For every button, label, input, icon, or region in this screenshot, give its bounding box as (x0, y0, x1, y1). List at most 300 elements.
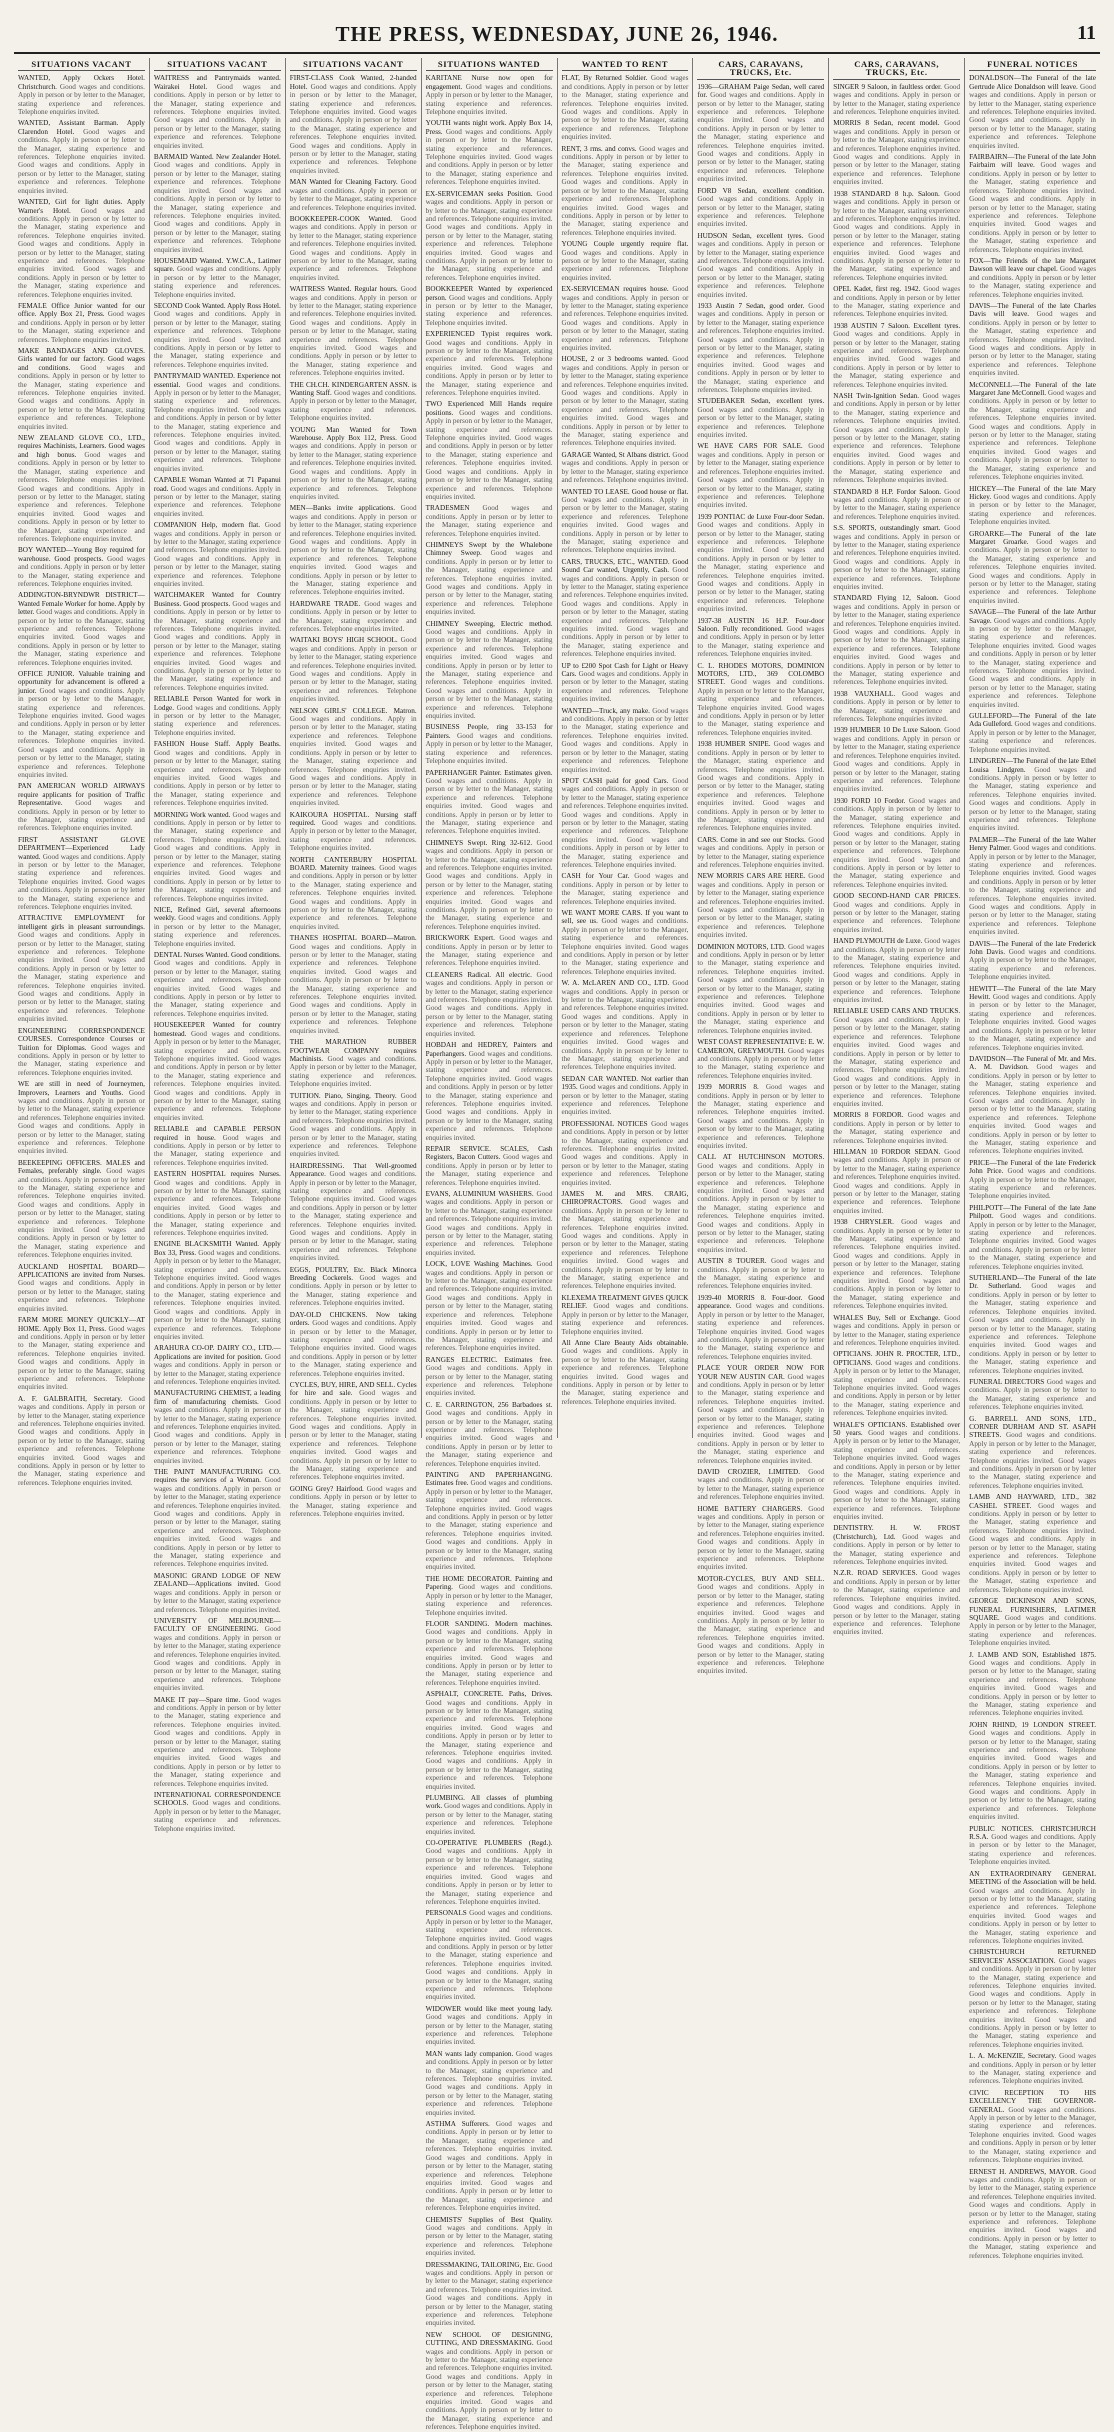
column-heading: SITUATIONS WANTED (426, 60, 553, 71)
ad-text: L. A. McKENZIE, Secretary. (969, 2052, 1057, 2061)
ad-text: HOBDAH and HEDREY, Painters and Paperhangers. (425, 1041, 553, 1058)
classified-ad (154, 1389, 281, 1465)
ad-body-filler: Good wages and conditions. Apply in person or by letter to the Manager, stating experience and references. Telephone enquiries invited. Good wages and conditions. Apply in person or by letter to the Manager, stating experience and references. Telephone enquiries invited. (833, 119, 961, 187)
ad-text: DAY-OLD CHICKENS. Now taking orders. (289, 1310, 417, 1328)
ad-body-filler: Good wages and conditions. Apply in person or by letter to the Manager, stating experience and references. Telephone enquiries invited. Good wages and conditions. Apply in person or by letter to the Manager, stating experience and references. Telephone enquiries invited. Good wages and conditions. Apply in person or by letter to the Manager, stating experience and references. Telephone enquiries invited. (697, 1583, 825, 1676)
ad-text: RELIABLE USED CARS AND TRUCKS. (833, 1007, 961, 1016)
ad-text: NEW ZEALAND GLOVE CO., LTD., requires Machinists, Learners. Good wages and high bonus. (18, 434, 145, 459)
ad-text: MOTOR-CYCLES, BUY AND SELL. (697, 1574, 825, 1583)
column-heading: SITUATIONS VACANT (18, 60, 145, 71)
classified-ad (562, 872, 689, 906)
classified-ad (290, 707, 417, 808)
classified-ad (426, 2331, 553, 2432)
ad-body-filler: Good wages and conditions. Apply in person or by letter to the Manager, stating experience and references. Telephone enquiries invited. Good wages and conditions. Apply in person or by letter to the Manager, stating experience and references. Telephone enquiries invited. (969, 1886, 1096, 1945)
column-2 (150, 58, 286, 1833)
ad-body-filler: Good wages and conditions. Apply in person or by letter to the Manager, stating experience and references. Telephone enquiries invited. Good wages and conditions. Apply in person or by letter to the Manager, stating experience and references. Telephone enquiries invited. (561, 74, 689, 142)
ad-text: ARAHURA CO-OP. DAIRY CO., LTD.—Applications are invited for position. (153, 1344, 281, 1361)
ad-body-filler: Good wages and conditions. Apply in person or by letter to the Manager, stating experience and references. Telephone enquiries invited. Good wages and conditions. Apply in person or by letter to the Manager, stating experience and references. Telephone enquiries invited. (969, 82, 1096, 150)
classified-ad (969, 2052, 1096, 2086)
classified-ad (697, 872, 824, 939)
ad-body-filler: Good wages and conditions. Apply in person or by letter to the Manager, stating experience and references. Telephone enquiries invited. Good wages and conditions. Apply in person or by letter to the Manager, stating experience and references. Telephone enquiries invited. (153, 82, 281, 150)
classified-ad (154, 1344, 281, 1386)
ad-text: AUCKLAND HOSPITAL BOARD—APPLICATIONS are invited from Nurses. (18, 1262, 145, 1280)
classified-ad (426, 190, 553, 282)
ad-text: GOING Grey? Hairfood. (289, 1484, 364, 1493)
ad-text: UNIVERSITY OF MELBOURNE—FACULTY OF ENGINEERING. (153, 1616, 281, 1634)
ad-text: BEEKEEPING OFFICERS. MALES and Females, preferably single. (18, 1158, 145, 1176)
ad-body-filler: Good wages and conditions. Apply in person or by letter to the Manager, stating experience and references. Telephone enquiries invited. Good wages and conditions. Apply in person or by letter to the Manager, stating experience and references. Telephone enquiries invited. Good wages and conditions. Apply in person or by letter to the Manager, stating experience and references. Telephone enquiries invited. (969, 389, 1097, 482)
classified-ad (426, 1690, 553, 1791)
ad-body-filler: Good wages and conditions. Apply in person or by letter to the Manager, stating experience and references. Telephone enquiries invited. Good wages and conditions. Apply in person or by letter to the Manager, stating experience and references. Telephone enquiries invited. Good wages and conditions. Apply in person or by letter to the Manager, stating experience and references. Telephone enquiries invited. (425, 1909, 553, 2002)
classified-ad (426, 971, 553, 1038)
ad-text: REPAIR SERVICE. SCALES, Cash Registers, Bacon Cutters. (425, 1144, 553, 1162)
ad-text: COMPANION Help, modern flat. (153, 521, 261, 530)
ad-body-filler: Good wages and conditions. Apply in person or by letter to the Manager, stating experience and references. Telephone enquiries invited. (153, 1580, 281, 1614)
ad-text: CHEMISTS' Supplies of Best Quality. (425, 2215, 553, 2224)
ad-body-filler: Good wages and conditions. Apply in person or by letter to the Manager, stating experience and references. Telephone enquiries invited. (289, 178, 417, 212)
ad-body-filler: Good wages and conditions. Apply in person or by letter to the Manager, stating experience and references. Telephone enquiries invited. Good wages and conditions. Apply in person or by letter to the Manager, stating experience and references. Telephone enquiries invited. (289, 214, 417, 282)
ad-text: NORTH CANTERBURY HOSPITAL BOARD. Maternity trainees. (289, 855, 417, 872)
ad-body-filler: Good wages and conditions. Apply in person or by letter to the Manager, stating experience and references. Telephone enquiries invited. (969, 1167, 1096, 1201)
ad-text: ENGINE BLACKSMITH Wanted. Apply Box 33, Press. (153, 1240, 281, 1257)
classified-ad (154, 1125, 281, 1167)
classified-ad (969, 940, 1096, 982)
ad-text: TWO Experienced Mill Hands require positions. (425, 400, 553, 417)
classified-ad (833, 1350, 960, 1417)
ad-body-filler: Good wages and conditions. Apply in person or by letter to the Manager, stating experience and references. Telephone enquiries invited. Good wages and conditions. Apply in person or by letter to the Manager, stating experience and references. Telephone enquiries invited. (153, 1625, 281, 1693)
column-7 (829, 58, 965, 1637)
classified-ad (290, 1162, 417, 1263)
ad-text: PROFESSIONAL NOTICES (561, 1119, 648, 1128)
ad-body-filler: Good wages and conditions. Apply in person or by letter to the Manager, stating experience and references. Telephone enquiries invited. Good wages and conditions. Apply in person or by letter to the Manager, stating experience and references. Telephone enquiries invited. (833, 1147, 961, 1215)
classified-ad (426, 2216, 553, 2258)
classified-ad (833, 119, 960, 186)
ad-text: CARS, TRUCKS, ETC., WANTED. Good Sound Car wanted, Urgently, Cash. (561, 557, 689, 575)
classified-ad (833, 690, 960, 724)
ad-text: BUSINESS People, ring 33-153 for Painters. (425, 723, 553, 740)
classified-ad (18, 782, 145, 832)
column-3 (286, 58, 422, 1519)
ad-body-filler: Good wages and conditions. Apply in person or by letter to the Manager, stating experience and references. Telephone enquiries invited. (153, 914, 281, 948)
ad-body-filler: Good wages and conditions. Apply in person or by letter to the Manager, stating experience and references. Telephone enquiries invited. Good wages and conditions. Apply in person or by letter to the Manager, stating experience and references. Telephone enquiries invited. (289, 636, 417, 704)
classified-ad (562, 355, 689, 447)
ad-text: BARMAID Wanted. New Zealander Hotel. (153, 153, 281, 162)
ad-text: CYCLES, BUY, HIRE, AND SELL. Cycles for hire and sale. (289, 1380, 417, 1398)
classified-ad (290, 426, 417, 502)
ad-text: THE CH.CH. KINDERGARTEN ASSN. is Wanting Staff. (289, 380, 417, 398)
classified-ad (426, 330, 553, 397)
column-4 (422, 58, 558, 2432)
masthead-title: THE PRESS, WEDNESDAY, JUNE 26, 1946. (335, 22, 779, 46)
classified-ad (426, 400, 553, 501)
ad-body-filler: Good wages and conditions. Apply in person or by letter to the Manager, stating experience and references. Telephone enquiries invited. Good wages and conditions. Apply in person or by letter to the Manager, stating experience and references. Telephone enquiries invited. Good wages and conditions. Apply in person or by letter to the Manager, stating experience and references. Telephone enquiries invited. (425, 2339, 553, 2432)
ad-text: WE are still in need of Journeymen, Improvers, Learners and Youths. (18, 1080, 145, 1097)
classified-ad (290, 856, 417, 932)
ad-text: 1938 CHRYSLER. (833, 1218, 894, 1227)
column-heading: WANTED TO RENT (562, 60, 689, 71)
classified-ad (833, 892, 960, 934)
ad-text: OFFICE JUNIOR. Valuable training and opportunity for advancement is offered a junior. (18, 670, 145, 695)
ad-body-filler: Good wages and conditions. Apply in person or by letter to the Manager, stating experience and references. Telephone enquiries invited. Good wages and conditions. Apply in person or by letter to the Manager, stating experience and references. Telephone enquiries invited. Good wages and conditions. Apply in person or by letter to the Manager, stating experience and references. Telephone enquiries invited. (425, 408, 553, 501)
ad-text: STANDARD 8 H.P. Fordor Saloon. (833, 487, 942, 496)
classified-ad (18, 836, 145, 912)
classified-ad (562, 488, 689, 555)
ad-text: 1938 AUSTIN 7 Saloon. Excellent tyres. (833, 321, 961, 330)
ad-body-filler: Good wages and conditions. Apply in person or by letter to the Manager, stating experience and references. Telephone enquiries invited. Good wages and conditions. Apply in person or by letter to the Manager, stating experience and references. Telephone enquiries invited. Good wages and conditions. Apply in person or by letter to the Manager, stating experience and references. Telephone enquiries invited. (289, 1389, 417, 1482)
classified-ad (290, 1381, 417, 1482)
classified-ad (18, 1263, 145, 1313)
classified-ad (969, 712, 1096, 754)
ad-text: STUDEBAKER Sedan, excellent tyres. (697, 397, 825, 406)
classified-ad (969, 608, 1096, 709)
ad-body-filler: Good wages and conditions. Apply in person or by letter to the Manager, stating experience and references. Telephone enquiries invited. Good wages and conditions. Apply in person or by letter to the Manager, stating experience and references. Telephone enquiries invited. (153, 1397, 281, 1465)
ad-body-filler: Good wages and conditions. Apply in person or by letter to the Manager, stating experience and references. Telephone enquiries invited. Good wages and conditions. Apply in person or by letter to the Manager, stating experience and references. Telephone enquiries invited. Good wages and conditions. Apply in person or by letter to the Manager, stating experience and references. Telephone enquiries invited. (833, 594, 961, 687)
classified-ad (833, 797, 960, 889)
classified-ad (426, 1145, 553, 1187)
classified-ad (697, 397, 824, 439)
ad-text: PHILPOTT—The Funeral of the late Jane Philpott. (969, 1203, 1096, 1221)
classified-ad (833, 1111, 960, 1145)
ad-text: C. L. RHODES MOTORS, DOMINION MOTORS, LTD., 369 COLOMBO STREET. (697, 661, 825, 687)
classified-ad (18, 1316, 145, 1392)
ad-body-filler: Good wages and conditions. Apply in person or by letter to the Manager, stating experience and references. Telephone enquiries invited. Good wages and conditions. Apply in person or by letter to the Manager, stating experience and references. Telephone enquiries invited. Good wages and conditions. Apply in person or by letter to the Manager, stating experience and references. Telephone enquiries invited. (425, 1049, 553, 1142)
ad-body-filler: Good wages and conditions. Apply in person or by letter to the Manager, stating experience and references. Telephone enquiries invited. Good wages and conditions. Apply in person or by letter to the Manager, stating experience and references. Telephone enquiries invited. (425, 776, 553, 836)
classified-ad (154, 695, 281, 737)
classified-ad (833, 190, 960, 282)
classified-ad (969, 485, 1096, 527)
ad-text: WIDOWER would like meet young lady. (425, 2004, 553, 2013)
ad-body-filler: Good wages and conditions. Apply in person or by letter to the Manager, stating experience and references. Telephone enquiries invited. Good wages and conditions. Apply in person or by letter to the Manager, stating experience and references. Telephone enquiries invited. Good wages and conditions. Apply in person or by letter to the Manager, stating experience and references. Telephone enquiries invited. (289, 1170, 417, 1263)
classified-ad (290, 1485, 417, 1519)
ad-body-filler: Good wages and conditions. Apply in person or by letter to the Manager, stating experience and references. Telephone enquiries invited. Good wages and conditions. Apply in person or by letter to the Manager, stating experience and references. Telephone enquiries invited. Good wages and conditions. Apply in person or by letter to the Manager, stating experience and references. Telephone enquiries invited. (18, 1394, 145, 1487)
classified-ad (290, 600, 417, 634)
classified-ad (18, 670, 145, 779)
classified-ad (969, 1493, 1096, 1594)
ad-text: EGGS, POULTRY, Etc. Black Minorca Breeding Cockerels. (289, 1265, 417, 1283)
classified-ad (562, 1190, 689, 1291)
ad-body-filler: Good wages and conditions. Apply in person or by letter to the Manager, stating experience and references. Telephone enquiries invited. Good wages and conditions. Apply in person or by letter to the Manager, stating experience and references. Telephone enquiries invited. (833, 330, 961, 389)
ad-body-filler: Good wages and conditions. Apply in person or by letter to the Manager, stating experience and references. Telephone enquiries invited. (425, 1153, 553, 1187)
ad-body-filler: Good wages and conditions. Apply in person or by letter to the Manager, stating experience and references. Telephone enquiries invited. Good wages and conditions. Apply in person or by letter to the Manager, stating experience and references. Telephone enquiries invited. Good wages and conditions. Apply in person or by letter to the Manager, stating experience and references. Telephone enquiries invited. (153, 1248, 281, 1341)
classified-ad (154, 811, 281, 903)
ad-text: WAITRESS and Pantrymaids wanted. Wairakei Hotel. (153, 74, 281, 91)
ad-body-filler: Good wages and conditions. Apply in person or by letter to the Manager, stating experience and references. Telephone enquiries invited. (425, 1583, 553, 1617)
classified-ad (562, 558, 689, 659)
classified-ad (969, 1274, 1096, 1375)
ad-body-filler: Good wages and conditions. Apply in person or by letter to the Manager, stating experience and references. Telephone enquiries invited. Good wages and conditions. Apply in person or by letter to the Manager, stating experience and references. Telephone enquiries invited. (153, 521, 281, 588)
ad-text: WHALE'S OPTICIANS. Established over 50 years. (833, 1420, 961, 1437)
column-heading: CARS, CARAVANS, TRUCKS, Etc. (697, 60, 824, 80)
ad-text: HICKEY—The Funeral of the late Mary Hickey. (969, 484, 1096, 501)
ad-body-filler: Good wages and conditions. Apply in person or by letter to the Manager, stating experience and references. Telephone enquiries invited. Good wages and conditions. Apply in person or by letter to the Manager, stating experience and references. Telephone enquiries invited. (18, 608, 145, 667)
ad-body-filler: Good wages and conditions. Apply in person or by letter to the Manager, stating experience and references. Telephone enquiries invited. Good wages and conditions. Apply in person or by letter to the Manager, stating experience and references. Telephone enquiries invited. Good wages and conditions. Apply in person or by letter to the Manager, stating experience and references. Telephone enquiries invited. (153, 599, 281, 692)
classified-ad (969, 2168, 1096, 2260)
ad-body-filler: Good wages and conditions. Apply in person or by letter to the Manager, stating experience and references. Telephone enquiries invited. Good wages and conditions. Apply in person or by letter to the Manager, stating experience and references. Telephone enquiries invited. Good wages and conditions. Apply in person or by letter to the Manager, stating experience and references. Telephone enquiries invited. (833, 1218, 961, 1311)
ad-body-filler: Good wages and conditions. Apply in person or by letter to the Manager, stating experience and references. Telephone enquiries invited. (425, 2013, 553, 2047)
classified-ad (290, 1038, 417, 1088)
classified-ad (833, 524, 960, 591)
ad-body-filler: Good wages and conditions. Apply in person or by letter to the Manager, stating experience and references. Telephone enquiries invited. Good wages and conditions. Apply in person or by letter to the Manager, stating experience and references. Telephone enquiries invited. Good wages and conditions. Apply in person or by letter to the Manager, stating experience and references. Telephone enquiries invited. (153, 1476, 281, 1569)
classified-ad (18, 347, 145, 431)
ad-body-filler: Good wages and conditions. Apply in person or by letter to the Manager, stating experience and references. Telephone enquiries invited. (969, 1377, 1096, 1412)
ad-body-filler: Good wages and conditions. Apply in person or by letter to the Manager, stating experience and references. Telephone enquiries invited. Good wages and conditions. Apply in person or by letter to the Manager, stating experience and references. Telephone enquiries invited. (18, 363, 145, 431)
ad-text: GROARKE—The Funeral of the late Margaret Groarke. (969, 529, 1096, 546)
ad-text: FEMALE Office Junior wanted for our office. Apply Box 21, Press. (18, 301, 145, 319)
ad-text: OPTICIANS. JOHN R. PROCTER, LTD., OPTICIANS. (833, 1350, 961, 1367)
ad-body-filler: Good wages and conditions. Apply in person or by letter to the Manager, stating experience and references. Telephone enquiries invited. (18, 1043, 145, 1077)
ad-text: PUBLIC NOTICES. CHRISTCHURCH R.S.A. (969, 1824, 1096, 1842)
classified-ad (562, 777, 689, 869)
ad-text: PAPERHANGER Painter. Estimates given. (425, 768, 553, 777)
column-heading: FUNERAL NOTICES (969, 60, 1096, 71)
classified-ad (290, 178, 417, 212)
ad-body-filler: Good wages and conditions. Apply in person or by letter to the Manager, stating experience and references. Telephone enquiries invited. Good wages and conditions. Apply in person or by letter to the Manager, stating experience and references. Telephone enquiries invited. (561, 495, 689, 555)
ad-body-filler: Good wages and conditions. Apply in person or by letter to the Manager, stating experience and references. Telephone enquiries invited. Good wages and conditions. Apply in person or by letter to the Manager, stating experience and references. Telephone enquiries invited. (153, 959, 281, 1018)
ad-text: BOOKKEEPER-COOK Wanted. (289, 214, 393, 223)
ad-text: WAITRESS Wanted. Regular hours. (289, 285, 398, 294)
ad-text: PALMER—The Funeral of the late Walter Henry Palmer. (969, 835, 1096, 853)
classified-ad (290, 934, 417, 1035)
classified-ad (154, 153, 281, 254)
classified-ad (290, 1092, 417, 1159)
ad-body-filler: Good wages and conditions. Apply in person or by letter to the Manager, stating experience and references. Telephone enquiries invited. Good wages and conditions. Apply in person or by letter to the Manager, stating experience and references. Telephone enquiries invited. (833, 937, 961, 1005)
ad-body-filler: Good wages and conditions. Apply in person or by letter to the Manager, stating experience and references. Telephone enquiries invited. Good wages and conditions. Apply in person or by letter to the Manager, stating experience and references. Telephone enquiries invited. Good wages and conditions. Apply in person or by letter to the Manager, stating experience and references. Telephone enquiries invited. (561, 776, 689, 869)
classified-ad (154, 1170, 281, 1237)
classified-ad (697, 1505, 824, 1572)
ad-body-filler: Good wages and conditions. Apply in person or by letter to the Manager, stating experience and references. Telephone enquiries invited. Good wages and conditions. Apply in person or by letter to the Manager, stating experience and references. Telephone enquiries invited. Good wages and conditions. Apply in person or by letter to the Manager, stating experience and references. Telephone enquiries invited. (289, 82, 417, 175)
ad-body-filler: Good wages and conditions. Apply in person or by letter to the Manager, stating experience and references. Telephone enquiries invited. Good wages and conditions. Apply in person or by letter to the Manager, stating experience and references. Telephone enquiries invited. Good wages and conditions. Apply in person or by letter to the Manager, stating experience and references. Telephone enquiries invited. (425, 2120, 553, 2213)
ad-text: THE PAINT MANUFACTURING CO. requires the services of a Woman. (153, 1468, 281, 1485)
ad-body-filler: Good wages and conditions. Apply in person or by letter to the Manager, stating experience and references. Telephone enquiries invited. Good wages and conditions. Apply in person or by letter to the Manager, stating experience and references. Telephone enquiries invited. Good wages and conditions. Apply in person or by letter to the Manager, stating experience and references. Telephone enquiries invited. (18, 1167, 145, 1260)
ad-body-filler: Good wages and conditions. Apply in person or by letter to the Manager, stating experience and references. Telephone enquiries invited. (425, 82, 553, 117)
ad-text: DENTISTRY. H. W. FROST (Christchurch), Ltd. (833, 1524, 961, 1541)
ad-body-filler: Good wages and conditions. Apply in person or by letter to the Manager, stating experience and references. Telephone enquiries invited. Good wages and conditions. Apply in person or by letter to the Manager, stating experience and references. Telephone enquiries invited. (969, 1431, 1096, 1490)
ad-text: WANTED TO LEASE. Good house or flat. (561, 487, 689, 496)
ad-body-filler: Good wages and conditions. Apply in person or by letter to the Manager, stating experience and references. Telephone enquiries invited. Good wages and conditions. Apply in person or by letter to the Manager, stating experience and references. Telephone enquiries invited. (969, 310, 1096, 378)
ad-body-filler: Good wages and conditions. Apply in person or by letter to the Manager, stating experience and references. Telephone enquiries invited. Good wages and conditions. Apply in person or by letter to the Manager, stating experience and references. Telephone enquiries invited. (969, 2105, 1096, 2165)
classified-ad (562, 451, 689, 485)
classified-ad (969, 836, 1096, 937)
ad-body-filler: Good wages and conditions. Apply in person or by letter to the Manager, stating experience and references. Telephone enquiries invited. (153, 484, 281, 518)
ad-text: ATTRACTIVE EMPLOYMENT for intelligent girls in pleasant surroundings. (18, 914, 145, 931)
ad-text: HOUSEKEEPER Wanted for country homestead. (153, 1021, 281, 1038)
ad-text: DAVIDSON—The Funeral of Mr. and Mrs. A. M. Davidson. (969, 1054, 1096, 1072)
classified-ad (426, 723, 553, 765)
ad-text: WANTED—Truck, any make. (561, 706, 650, 715)
ad-text: FARM MORE MONEY QUICKLY—AT HOME. Apply Box 11, Press. (18, 1316, 145, 1333)
classified-ad (18, 302, 145, 344)
ad-body-filler: Good wages and conditions. Apply in person or by letter to the Manager, stating experience and references. Telephone enquiries invited. Good wages and conditions. Apply in person or by letter to the Manager, stating experience and references. Telephone enquiries invited. (697, 1504, 825, 1572)
ad-text: MANUFACTURING CHEMIST, a leading firm of manufacturing chemists. (153, 1389, 281, 1406)
classified-ad (426, 839, 553, 931)
ad-text: MAKE BANDAGES AND GLOVES. Girls wanted for our factory. Good wages and conditions. (18, 347, 145, 372)
classified-ad (969, 1597, 1096, 1647)
ad-text: UP to £200 Spot Cash for Light or Heavy Cars. (561, 661, 689, 679)
ad-text: THE MARATHON RUBBER FOOTWEAR COMPANY requires Machinists. (289, 1038, 417, 1063)
ad-text: FLAT, By Returned Soldier. (561, 74, 648, 83)
ad-body-filler: Good wages and conditions. Apply in person or by letter to the Manager, stating experience and references. Telephone enquiries invited. (289, 389, 417, 423)
ad-body-filler: Good wages and conditions. Apply in person or by letter to the Manager, stating experience and references. Telephone enquiries invited. Good wages and conditions. Apply in person or by letter to the Manager, stating experience and references. Telephone enquiries invited. (697, 1302, 825, 1361)
ad-text: WE WANT MORE CARS. If you want to sell, see us. (561, 909, 689, 926)
classified-ad (833, 1218, 960, 1310)
ad-body-filler: Good wages and conditions. Apply in person or by letter to the Manager, stating experience and references. Telephone enquiries invited. Good wages and conditions. Apply in person or by letter to the Manager, stating experience and references. Telephone enquiries invited. Good wages and conditions. Apply in person or by letter to the Manager, stating experience and references. Telephone enquiries invited. (153, 161, 281, 254)
classified-ad (426, 1356, 553, 1398)
ad-text: FIRST-CLASS Cook Wanted, 2-handed Hotel. (289, 74, 417, 91)
classified-ad (697, 187, 824, 229)
ad-text: DAVID CROZIER, LIMITED. (697, 1468, 801, 1476)
ad-body-filler: Good wages and conditions. Apply in person or by letter to the Manager, stating experience and references. Telephone enquiries invited. Good wages and conditions. Apply in person or by letter to the Manager, stating experience and references. Telephone enquiries invited. Good wages and conditions. Apply in person or by letter to the Manager, stating experience and references. Telephone enquiries invited. (833, 796, 961, 889)
classified-ad (154, 74, 281, 150)
ad-text: 1938 VAUXHALL. (833, 689, 896, 698)
classified-ad (426, 1401, 553, 1468)
ad-text: C. E. CARRINGTON, 256 Barbadoes st. (425, 1400, 553, 1409)
ad-text: PLUMBING. All classes of plumbing work. (425, 1794, 553, 1811)
ad-body-filler: Good wages and conditions. Apply in person or by letter to the Manager, stating experience and references. Telephone enquiries invited. Good wages and conditions. Apply in person or by letter to the Manager, stating experience and references. Telephone enquiries invited. Good wages and conditions. Apply in person or by letter to the Manager, stating experience and references. Telephone enquiries invited. (561, 566, 689, 659)
classified-ad (697, 1083, 824, 1150)
ad-text: GARAGE Wanted, St Albans district. (561, 450, 671, 459)
ad-text: CHIMNEY Sweeping, Electric method. (425, 619, 553, 628)
classified-ad (697, 740, 824, 832)
classified-ad (426, 2261, 553, 2328)
classified-ad (833, 83, 960, 117)
classified-ad (562, 909, 689, 976)
ad-body-filler: Good wages and conditions. Apply in person or by letter to the Manager, stating experience and references. Telephone enquiries invited. Good wages and conditions. Apply in person or by letter to the Manager, stating experience and references. Telephone enquiries invited. (289, 1091, 417, 1159)
classified-ad (697, 1364, 824, 1465)
column-heading: SITUATIONS VACANT (290, 60, 417, 71)
classified-ad (697, 232, 824, 299)
classified-ad (154, 1617, 281, 1693)
ad-text: WAITAKI BOYS' HIGH SCHOOL. (289, 636, 398, 645)
ad-text: DAVIS—The Funeral of the late Charles Davis will leave. (969, 301, 1096, 319)
ad-text: NELSON GIRLS' COLLEGE. Matron. (289, 706, 417, 715)
ad-text: N.Z.R. ROAD SERVICES. (833, 1569, 918, 1578)
ad-body-filler: Good wages and conditions. Apply in person or by letter to the Manager, stating experience and references. Telephone enquiries invited. (425, 2223, 553, 2258)
ad-body-filler: Good wages and conditions. Apply in person or by letter to the Manager, stating experience and references. Telephone enquiries invited. Good wages and conditions. Apply in person or by letter to the Manager, stating experience and references. Telephone enquiries invited. (425, 1409, 553, 1468)
ad-body-filler: Good wages and conditions. Apply in person or by letter to the Manager, stating experience and references. Telephone enquiries invited. Good wages and conditions. Apply in person or by letter to the Manager, stating experience and references. Telephone enquiries invited. Good wages and conditions. Apply in person or by letter to the Manager, stating experience and references. Telephone enquiries invited. (289, 942, 417, 1035)
ad-text: BRICKWORK Expert. (425, 934, 495, 943)
classified-ad (969, 1204, 1096, 1271)
ad-text: LAMB AND HAYWARD, LTD., 382 CASHEL STREET. (969, 1493, 1096, 1510)
classified-ad (697, 662, 824, 738)
classified-ad (833, 1314, 960, 1348)
ad-text: GULLEFORD—The Funeral of the late Ada Gulleford. (969, 712, 1096, 729)
ad-body-filler: Good wages and conditions. Apply in person or by letter to the Manager, stating experience and references. Telephone enquiries invited. (697, 835, 825, 869)
ad-text: MORRIS 8 FORDOR. (833, 1111, 904, 1120)
classified-ad (426, 1471, 553, 1572)
ad-text: FOX—The Friends of the late Margaret Dawson will leave our chapel. (969, 256, 1096, 274)
ad-text: SPOT CASH paid for good Cars. (561, 776, 669, 785)
ad-text: BOY WANTED—Young Boy required for warehouse. Good prospects. (18, 546, 145, 563)
ad-body-filler: Good wages and conditions. Apply in person or by letter to the Manager, stating experience and references. Telephone enquiries invited. Good wages and conditions. Apply in person or by letter to the Manager, stating experience and references. Telephone enquiries invited. Good wages and conditions. Apply in person or by letter to the Manager, stating experience and references. Telephone enquiries invited. (969, 1956, 1096, 2049)
classified-ad (154, 1021, 281, 1122)
ad-text: EASTERN HOSPITAL requires Nurses. (153, 1170, 281, 1179)
classified-ad (697, 513, 824, 614)
ad-body-filler: Good wages and conditions. Apply in person or by letter to the Manager, stating experience and references. Telephone enquiries invited. Good wages and conditions. Apply in person or by letter to the Manager, stating experience and references. Telephone enquiries invited. (969, 993, 1096, 1052)
ad-body-filler: Good wages and conditions. Apply in person or by letter to the Manager, stating experience and references. Telephone enquiries invited. Good wages and conditions. Apply in person or by letter to the Manager, stating experience and references. Telephone enquiries invited. Good wages and conditions. Apply in person or by letter to the Manager, stating experience and references. Telephone enquiries invited. (969, 1729, 1096, 1822)
ad-body-filler: Good wages and conditions. Apply in person or by letter to the Manager, stating experience and references. Telephone enquiries invited. Good wages and conditions. Apply in person or by letter to the Manager, stating experience and references. Telephone enquiries invited. (969, 1658, 1096, 1718)
ad-body-filler: Good wages and conditions. Apply in person or by letter to the Manager, stating experience and references. Telephone enquiries invited. Good wages and conditions. Apply in person or by letter to the Manager, stating experience and references. Telephone enquiries invited. Good wages and conditions. Apply in person or by letter to the Manager, stating experience and references. Telephone enquiries invited. (969, 1063, 1096, 1156)
classified-ad (562, 285, 689, 352)
ad-body-filler: Good wages and conditions. Apply in person or by letter to the Manager, stating experience and references. Telephone enquiries invited. Good wages and conditions. Apply in person or by letter to the Manager, stating experience and references. Telephone enquiries invited. (697, 678, 825, 737)
classified-ad (562, 74, 689, 141)
ad-text: DRESSMAKING, TAILORING, Etc. (425, 2260, 535, 2269)
ad-body-filler: Good wages and conditions. Apply in person or by letter to the Manager, stating experience and references. Telephone enquiries invited. Good wages and conditions. Apply in person or by letter to the Manager, stating experience and references. Telephone enquiries invited. (18, 1088, 145, 1156)
ad-text: CO-OPERATIVE PLUMBERS (Regd.). (425, 1839, 553, 1848)
ad-text: WHALES Buy, Sell or Exchange. (833, 1313, 941, 1322)
ad-body-filler: Good wages and conditions. Apply in person or by letter to the Manager, stating experience and references. Telephone enquiries invited. Good wages and conditions. Apply in person or by letter to the Manager, stating experience and references. Telephone enquiries invited. (425, 549, 553, 617)
ad-text: TRADESMEN (425, 504, 470, 513)
ad-text: RENT, 3 rms. and convs. (561, 144, 637, 153)
classified-ad (697, 1257, 824, 1291)
ad-body-filler: Good wages and conditions. Apply in person or by letter to the Manager, stating experience and references. Telephone enquiries invited. (425, 934, 553, 968)
ad-body-filler: Good wages and conditions. Apply in person or by letter to the Manager, stating experience and references. Telephone enquiries invited. Good wages and conditions. Apply in person or by letter to the Manager, stating experience and references. Telephone enquiries invited. Good wages and conditions. Apply in person or by letter to the Manager, stating experience and references. Telephone enquiries invited. (697, 740, 825, 833)
classified-ad (562, 240, 689, 282)
page-number: 11 (1077, 22, 1096, 44)
ad-body-filler: Good wages and conditions. Apply in person or by letter to the Manager, stating experience and references. Telephone enquiries invited. (833, 487, 961, 521)
classified-ad (18, 1395, 145, 1487)
ad-body-filler: Good wages and conditions. Apply in person or by letter to the Manager, stating experience and references. Telephone enquiries invited. Good wages and conditions. Apply in person or by letter to the Manager, stating experience and references. Telephone enquiries invited. Good wages and conditions. Apply in person or by letter to the Manager, stating experience and references. Telephone enquiries invited. (18, 686, 145, 779)
classified-ad (290, 1311, 417, 1378)
ad-text: NEW MORRIS CARS ARE HERE. (697, 872, 806, 881)
ad-text: J. LAMB AND SON, Established 1875. (969, 1650, 1096, 1659)
classified-ad (969, 1415, 1096, 1491)
classified-ad (154, 1468, 281, 1569)
ad-body-filler: Good wages and conditions. Apply in person or by letter to the Manager, stating experience and references. Telephone enquiries invited. (561, 872, 689, 906)
ad-body-filler: Good wages and conditions. Apply in person or by letter to the Manager, stating experience and references. Telephone enquiries invited. Good wages and conditions. Apply in person or by letter to the Manager, stating experience and references. Telephone enquiries invited. Good wages and conditions. Apply in person or by letter to the Manager, stating experience and references. Telephone enquiries invited. (153, 1695, 281, 1788)
ad-text: YOUNG Man Wanted for Town Warehouse. Apply Box 112, Press. (289, 425, 417, 443)
ad-text: YOUNG Couple urgently require flat. (561, 240, 689, 249)
ad-text: 1939 MORRIS 8. (697, 1083, 759, 1092)
ad-text: SECOND Cook Wanted. Apply Ross Hotel. (153, 301, 281, 310)
ad-body-filler: Good wages and conditions. Apply in person or by letter to the Manager, stating experience and references. Telephone enquiries invited. Good wages and conditions. Apply in person or by letter to the Manager, stating experience and references. Telephone enquiries invited. Good wages and conditions. Apply in person or by letter to the Manager, stating experience and references. Telephone enquiries invited. (18, 206, 145, 299)
ad-body-filler: Good wages and conditions. Apply in person or by letter to the Manager, stating experience and references. Telephone enquiries invited. Good wages and conditions. Apply in person or by letter to the Manager, stating experience and references. Telephone enquiries invited. (969, 765, 1096, 833)
ad-text: McCONNELL—The Funeral of the late Margaret Jane McConnell. (969, 380, 1096, 398)
ad-text: KAIKOURA HOSPITAL. Nursing staff required. (289, 810, 417, 827)
ad-text: BOOKKEEPER Wanted by experienced person. (425, 285, 553, 302)
column-8 (965, 58, 1100, 2260)
classified-ad (697, 617, 824, 659)
classified-ad (426, 1190, 553, 1257)
ad-body-filler: Good wages and conditions. Apply in person or by letter to the Manager, stating experience and references. Telephone enquiries invited. Good wages and conditions. Apply in person or by letter to the Manager, stating experience and references. Telephone enquiries invited. (697, 231, 825, 299)
ad-body-filler: Good wages and conditions. Apply in person or by letter to the Manager, stating experience and references. Telephone enquiries invited. Good wages and conditions. Apply in person or by letter to the Manager, stating experience and references. Telephone enquiries invited. (697, 442, 825, 510)
ad-text: EX-SERVICEMAN requires house. (561, 285, 669, 294)
ad-body-filler: Good wages and conditions. Apply in person or by letter to the Manager, stating experience and references. Telephone enquiries invited. Good wages and conditions. Apply in person or by letter to the Manager, stating experience and references. Telephone enquiries invited. Good wages and conditions. Apply in person or by letter to the Manager, stating experience and references. Telephone enquiries invited. (289, 715, 417, 808)
ad-text: PANTRYMAID WANTED. Experience not essential. (153, 372, 281, 389)
ad-text: MAN Wanted for Cleaning Factory. (289, 178, 398, 187)
ad-text: STANDARD Flying 12, Saloon. (833, 594, 939, 603)
ad-body-filler: Good wages and conditions. Apply in person or by letter to the Manager, stating experience and references. Telephone enquiries invited. Good wages and conditions. Apply in person or by letter to the Manager, stating experience and references. Telephone enquiries invited. (833, 726, 961, 794)
ad-body-filler: Good wages and conditions. Apply in person or by letter to the Manager, stating experience and references. Telephone enquiries invited. (153, 1352, 281, 1386)
ad-text: CHIMNEYS Swept by the Whalebone Chimney Sweep. (425, 540, 553, 558)
ad-body-filler: Good wages and conditions. Apply in person or by letter to the Manager, stating experience and references. Telephone enquiries invited. (18, 310, 145, 344)
ad-body-filler: Good wages and conditions. Apply in person or by letter to the Manager, stating experience and references. Telephone enquiries invited. Good wages and conditions. Apply in person or by letter to the Manager, stating experience and references. Telephone enquiries invited. Good wages and conditions. Apply in person or by letter to the Manager, stating experience and references. Telephone enquiries invited. (697, 942, 825, 1035)
ad-body-filler: Good wages and conditions. Apply in person or by letter to the Manager, stating experience and references. Telephone enquiries invited. (289, 599, 417, 633)
ad-text: 1936—GRAHAM Paige Sedan, well cared for. (697, 82, 825, 100)
ad-body-filler: Good wages and conditions. Apply in person or by letter to the Manager, stating experience and references. Telephone enquiries invited. Good wages and conditions. Apply in person or by letter to the Manager, stating experience and references. Telephone enquiries invited. (153, 748, 281, 808)
ad-text: MAKE IT pay—Spare time. (153, 1695, 241, 1704)
classified-ad (290, 636, 417, 703)
classified-ad (290, 1266, 417, 1308)
ad-body-filler: Good wages and conditions. Apply in person or by letter to the Manager, stating experience and references. Telephone enquiries invited. Good wages and conditions. Apply in person or by letter to the Manager, stating experience and references. Telephone enquiries invited. (18, 1324, 145, 1392)
ad-body-filler: Good wages and conditions. Apply in person or by letter to the Manager, stating experience and references. Telephone enquiries invited. (425, 1802, 553, 1836)
ad-body-filler: Good wages and conditions. Apply in person or by letter to the Manager, stating experience and references. Telephone enquiries invited. (561, 450, 689, 485)
ad-text: INTERNATIONAL CORRESPONDENCE SCHOOLS. (153, 1791, 281, 1808)
ad-body-filler: Good wages and conditions. Apply in person or by letter to the Manager, stating experience and references. Telephone enquiries invited. Good wages and conditions. Apply in person or by letter to the Manager, stating experience and references. Telephone enquiries invited. (153, 310, 281, 369)
ad-body-filler: Good wages and conditions. Apply in person or by letter to the Manager, stating experience and references. Telephone enquiries invited. Good wages and conditions. Apply in person or by letter to the Manager, stating experience and references. Telephone enquiries invited. (425, 338, 553, 398)
classified-ad (154, 951, 281, 1018)
ad-text: LOCK, LOVE Washing Machines. (425, 1260, 533, 1269)
ad-body-filler: Good wages and conditions. Apply in person or by letter to the Manager, stating experience and references. Telephone enquiries invited. (561, 1302, 689, 1336)
